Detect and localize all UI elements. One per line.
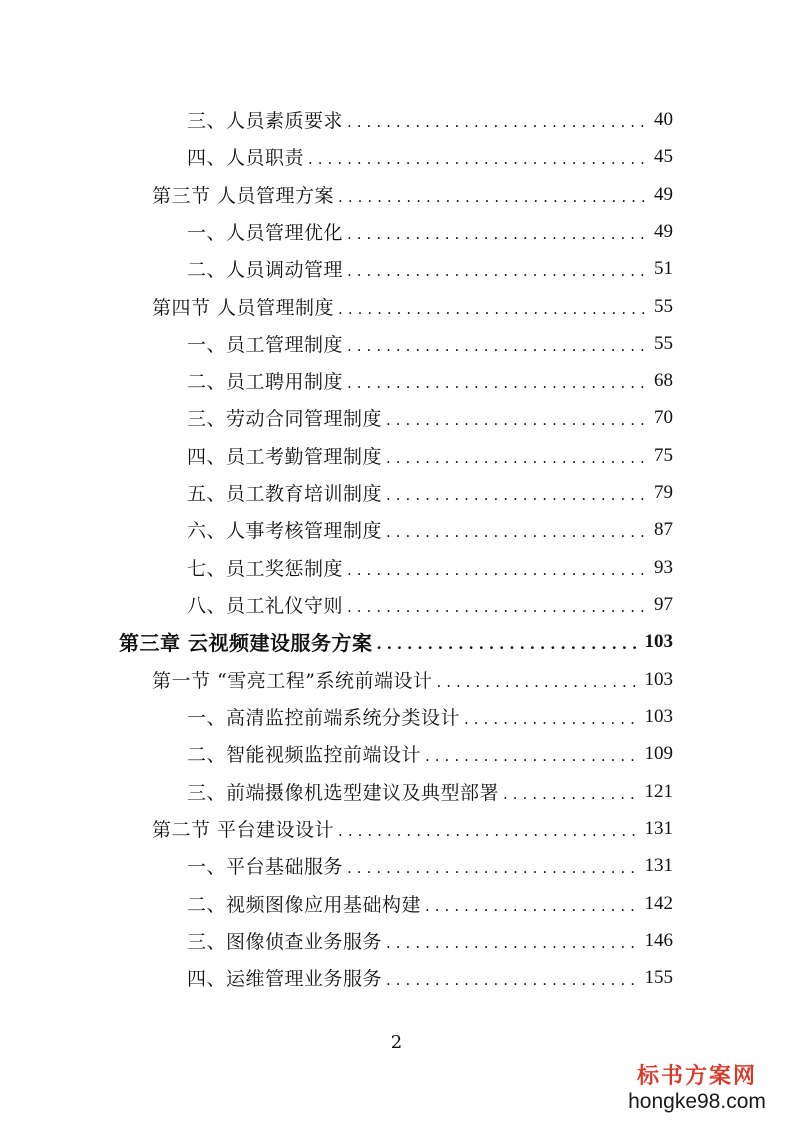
toc-entry-page: 49 — [654, 220, 673, 242]
toc-entry[interactable] — [152, 661, 673, 698]
toc-entry-page: 146 — [644, 929, 673, 951]
toc-entry[interactable] — [187, 549, 673, 586]
toc-entry-label: 一、高清监控前端系统分类设计 — [187, 707, 461, 729]
toc-entry[interactable] — [187, 250, 673, 287]
toc-entry-page: 49 — [654, 183, 673, 205]
toc-entry-label: 二、人员调动管理 — [187, 259, 344, 281]
toc-entry[interactable] — [187, 922, 673, 959]
toc-entry[interactable] — [187, 437, 673, 474]
toc-entry-page: 142 — [644, 892, 673, 914]
toc-entry-label: 八、员工礼仪守则 — [187, 595, 344, 617]
toc-entry[interactable] — [187, 959, 673, 996]
toc-entry-page: 131 — [644, 817, 673, 839]
toc-entry-label: 三、劳动合同管理制度 — [187, 408, 383, 430]
toc-entry-label: 第四节 人员管理制度 — [152, 297, 335, 319]
toc-entry[interactable] — [187, 773, 673, 810]
toc-entry-page: 121 — [644, 780, 673, 802]
toc-entry[interactable] — [152, 176, 673, 213]
toc-entry-label: 五、员工教育培训制度 — [187, 483, 383, 505]
toc-leader-dots — [464, 710, 638, 728]
toc-leader-dots — [308, 150, 648, 168]
toc-leader-dots — [425, 747, 638, 765]
toc-leader-dots — [347, 374, 648, 392]
toc-entry-page: 109 — [644, 742, 673, 764]
toc-leader-dots — [386, 523, 648, 541]
page-number: 2 — [390, 1032, 403, 1053]
watermark-title: 标书方案网 — [636, 1063, 757, 1089]
toc-entry[interactable] — [187, 885, 673, 922]
toc-leader-dots — [386, 934, 638, 952]
toc-entry-label: 第二节 平台建设设计 — [152, 819, 335, 841]
toc-entry-label: 第三节 人员管理方案 — [152, 185, 335, 207]
toc-leader-dots — [338, 300, 648, 318]
toc-entry[interactable] — [187, 399, 673, 436]
toc-leader-dots — [347, 113, 648, 131]
toc-entry-page: 97 — [654, 593, 673, 615]
toc-entry-label: 七、员工奖惩制度 — [187, 558, 344, 580]
toc-leader-dots — [376, 635, 638, 653]
toc-entry-label: 第一节 “雪亮工程”系统前端设计 — [152, 670, 433, 692]
toc-leader-dots — [347, 598, 648, 616]
toc-leader-dots — [503, 785, 638, 803]
toc-entry[interactable] — [187, 847, 673, 884]
toc-entry[interactable] — [187, 735, 673, 772]
toc-leader-dots — [347, 337, 648, 355]
toc-entry-page: 155 — [644, 966, 673, 988]
toc-entry-page: 79 — [654, 481, 673, 503]
toc-leader-dots — [436, 673, 638, 691]
toc-entry-page: 55 — [654, 295, 673, 317]
toc-chapter-entry[interactable] — [119, 623, 673, 660]
toc-entry-label: 四、运维管理业务服务 — [187, 968, 383, 990]
toc-entry-label: 四、员工考勤管理制度 — [187, 446, 383, 468]
toc-entry[interactable] — [187, 511, 673, 548]
toc-entry-label: 三、图像侦查业务服务 — [187, 931, 383, 953]
toc-entry-label: 一、平台基础服务 — [187, 856, 344, 878]
toc-entry-label: 三、人员素质要求 — [187, 110, 344, 132]
toc-entry[interactable] — [152, 288, 673, 325]
toc-entry-label: 三、前端摄像机选型建议及典型部署 — [187, 782, 500, 804]
toc-leader-dots — [347, 859, 638, 877]
toc-entry-page: 51 — [654, 257, 673, 279]
toc-entry-label: 二、智能视频监控前端设计 — [187, 744, 422, 766]
toc-entry-page: 103 — [644, 668, 673, 690]
toc-entry-page: 68 — [654, 369, 673, 391]
toc-entry[interactable] — [187, 213, 673, 250]
toc-entry-label: 一、员工管理制度 — [187, 334, 344, 356]
toc-entry[interactable] — [187, 362, 673, 399]
toc-leader-dots — [338, 822, 638, 840]
toc-entry-label: 二、员工聘用制度 — [187, 371, 344, 393]
toc-entry-label: 一、人员管理优化 — [187, 222, 344, 244]
toc-entry[interactable] — [187, 474, 673, 511]
toc-entry-page: 103 — [644, 630, 673, 652]
toc-leader-dots — [338, 188, 648, 206]
toc-entry[interactable] — [187, 586, 673, 623]
toc-leader-dots — [425, 897, 638, 915]
toc-entry[interactable] — [187, 101, 673, 138]
toc-entry-label: 四、人员职责 — [187, 147, 305, 169]
toc-entry-page: 40 — [654, 108, 673, 130]
toc-entry-label: 二、视频图像应用基础构建 — [187, 894, 422, 916]
toc-entry-label: 六、人事考核管理制度 — [187, 520, 383, 542]
toc-leader-dots — [386, 486, 648, 504]
toc-entry-page: 55 — [654, 332, 673, 354]
toc-leader-dots — [386, 971, 638, 989]
toc-entry-page: 70 — [654, 406, 673, 428]
toc-entry[interactable] — [187, 138, 673, 175]
toc-entry-page: 87 — [654, 518, 673, 540]
toc-entry-page: 75 — [654, 444, 673, 466]
toc-leader-dots — [386, 449, 648, 467]
toc-leader-dots — [347, 561, 648, 579]
watermark-logo — [617, 1059, 777, 1114]
toc-entry-page: 103 — [644, 705, 673, 727]
watermark-url: hongke98.com — [628, 1090, 766, 1113]
toc-entry-label: 第三章 云视频建设服务方案 — [119, 631, 373, 655]
toc-entry[interactable] — [187, 325, 673, 362]
toc-entry[interactable] — [152, 810, 673, 847]
toc-entry-page: 93 — [654, 556, 673, 578]
toc-leader-dots — [386, 411, 648, 429]
toc-leader-dots — [347, 225, 648, 243]
toc-entry[interactable] — [187, 698, 673, 735]
toc-leader-dots — [347, 262, 648, 280]
toc-entry-page: 131 — [644, 854, 673, 876]
toc-entry-page: 45 — [654, 145, 673, 167]
